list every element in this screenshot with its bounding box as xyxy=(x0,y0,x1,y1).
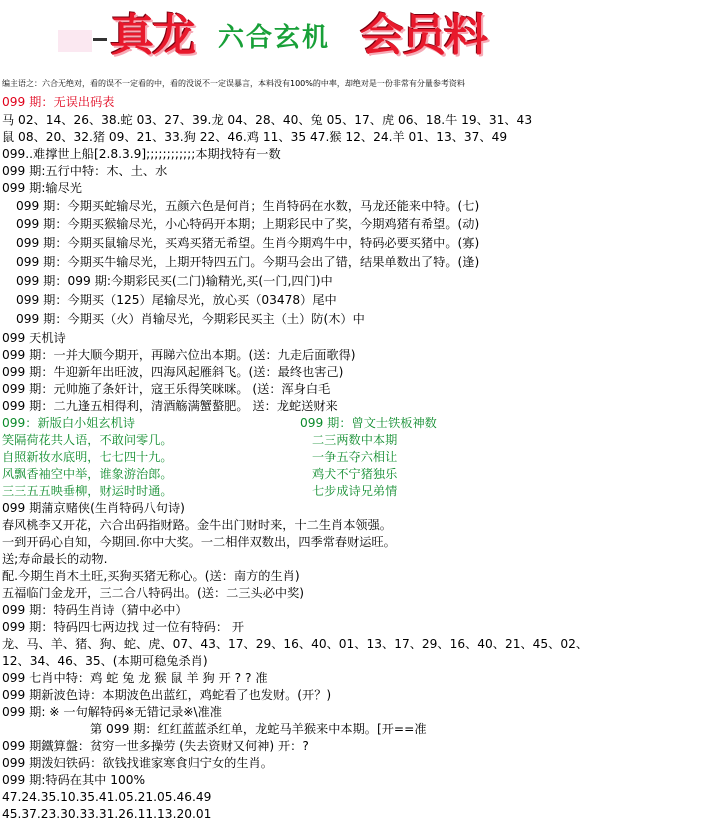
text-line: 099 期：今期买牛输尽光，上期开特四五门。今期马会出了错，结果单数出了特。(逢) xyxy=(16,255,480,269)
text-line: 五福临门金龙开，三二合八特码出。(送：二三头必中奖) xyxy=(2,586,305,600)
text-line: 099 期：元帅施了条奸计，寇王乐得笑咪咪。 (送：浑身白毛 xyxy=(2,382,331,396)
text-line: 099..难撑世上船[2.8.3.9];;;;;;;;;;;;本期找特有一数 xyxy=(2,147,281,161)
text-line: 099 期:五行中特：木、土、水 xyxy=(2,164,168,178)
text-line: 龙、马、羊、猪、狗、蛇、虎、07、43、17、29、16、40、01、13、17、29、16、40、21、45、02、 xyxy=(2,637,589,651)
logo-right-text: 会员料 xyxy=(360,10,486,61)
text-line: 第 099 期：红红蓝蓝杀红单，龙蛇马羊猴来中本期。[开==准 xyxy=(90,722,427,736)
text-line: 099 期：特码四七两边找 过一位有特码： 开 xyxy=(2,620,245,634)
text-line: 099 期：今期买（火）肖输尽光，今期彩民买主（土）防(木）中 xyxy=(16,312,365,326)
text-line: 099 期：二九逢五相得利，清酒觞满蟹螯肥。 送：龙蛇送财来 xyxy=(2,399,338,413)
text-line: 一到开码心自知，今期回.你中大奖。一二相伴双数出，四季常春财运旺。 xyxy=(2,535,396,549)
text-line: 12、34、46、35、(本期可稳兔杀肖) xyxy=(2,654,208,668)
text-line: 099 期：今期买（125）尾输尽光，放心买（03478）尾中 xyxy=(16,293,337,307)
logo-middle-text: 六合玄机 xyxy=(218,23,331,53)
text-line: 春风桃李又开花，六合出码指财路。金牛出门财时来，十二生肖本领强。 xyxy=(2,518,392,532)
text-line: 099 期：特码生肖诗（猜中必中） xyxy=(2,603,188,617)
text-line: 马 02、14、26、38.蛇 03、27、39.龙 04、28、40、兔 05、17、虎 06、18.牛 19、31、43 xyxy=(2,113,533,127)
text-line: 鼠 08、20、32.猪 09、21、33.狗 22、46.鸡 11、35 47.猴 12、24.羊 01、13、37、49 xyxy=(2,130,508,144)
green-left-line: 自照新妆水底明，七七四十九。 xyxy=(2,450,173,464)
text-line: 099 期: ※ 一句解特码※无错记录※\准准 xyxy=(2,705,222,719)
text-line: 099 期鐵算盤：贫穷一世多操劳 (失去资财又何神) 开：? xyxy=(2,739,309,753)
intro-note: 编主语之：六合无绝对，看的误不一定看的中，看的没说不一定误暴言，本料没有100%的中率，却绝对是一份非常有分量参考资料 xyxy=(2,79,465,88)
text-line: 099 期：一并大顺今期开，再睇六位出本期。(送：九走后面歌得) xyxy=(2,348,356,362)
logo-left-text: 真龙 xyxy=(110,10,194,61)
green-right-line: 一争五夺六相让 xyxy=(312,450,398,464)
text-line: 099 七肖中特：鸡 蛇 兔 龙 猴 鼠 羊 狗 开 ? ? 准 xyxy=(2,671,268,685)
text-line: 送;寿命最长的动物. xyxy=(2,552,108,566)
header-banner xyxy=(0,0,720,70)
header-decoration xyxy=(58,30,92,52)
text-line: 099 期:特码在其中 100% xyxy=(2,773,146,787)
text-line: 099 期：今期买猴输尽光，小心特码开本期；上期彩民中了奖，今期鸡猪有希望。(动) xyxy=(16,217,480,231)
green-left-line: 笑隔荷花共人语，不敢问零几。 xyxy=(2,433,173,447)
text-line: 099 期：今期买鼠输尽光，买鸡买猪无希望。生肖今期鸡牛中，特码必要买猪中。(寡) xyxy=(16,236,480,250)
text-line: 099 期泼妇铁码：欲钱找谁家寒食归宁女的生肖。 xyxy=(2,756,273,770)
green-left-line: 风飘香袖空中举，谁象游治郎。 xyxy=(2,467,173,481)
text-line: 099 天机诗 xyxy=(2,331,66,345)
green-right-line: 七步成诗兄弟情 xyxy=(312,484,398,498)
section-heading: 099 期：无误出码表 xyxy=(2,95,115,109)
green-right-heading: 099 期：曾文士铁板神数 xyxy=(300,416,437,430)
text-line: 099 期：今期买蛇输尽光，五颜六色是何肖；生肖特码在水数，马龙还能来中特。(七) xyxy=(16,199,480,213)
text-line: 配.今期生肖木土旺,买狗买猪无称心。(送：南方的生肖) xyxy=(2,569,300,583)
number-line: 45.37.23.30.33.31.26.11.13.20.01 xyxy=(2,807,212,821)
text-line: 099 期:输尽光 xyxy=(2,181,82,195)
text-line: 099 期蒲京赌侠(生肖特码八句诗) xyxy=(2,501,185,515)
text-line: 099 期：099 期:今期彩民买(二门)输精光,买(一门,四门)中 xyxy=(16,274,333,288)
text-line: 099 期：牛迎新年出旺波，四海风起雁斜飞。(送：最终也害己) xyxy=(2,365,344,379)
text-line: 099 期新波色诗：本期波色出蓝红，鸡蛇看了也发财。(开？) xyxy=(2,688,332,702)
green-left-heading: 099：新版白小姐玄机诗 xyxy=(2,416,135,430)
green-left-line: 三三五五映垂柳，财运时时通。 xyxy=(2,484,173,498)
green-right-line: 鸡犬不宁猪独乐 xyxy=(312,467,398,481)
header-dash xyxy=(93,38,107,41)
number-line: 47.24.35.10.35.41.05.21.05.46.49 xyxy=(2,790,212,804)
green-right-line: 二三两数中本期 xyxy=(312,433,398,447)
